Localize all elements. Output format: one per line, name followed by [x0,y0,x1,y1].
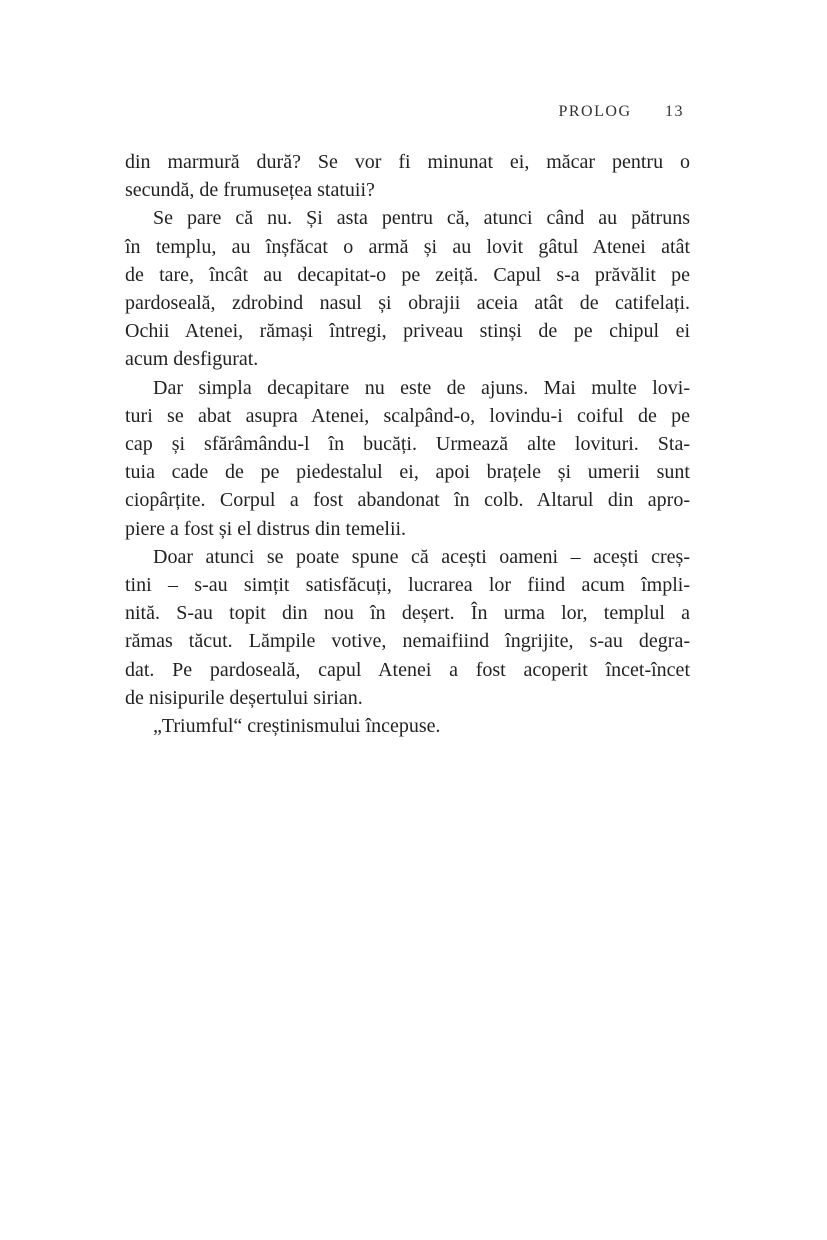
text-line: pardoseală, zdrobind nasul și obrajii aceia atât de catifelați. [125,292,690,315]
text-line: Se pare că nu. Și asta pentru că, atunci când au pătruns [153,207,690,230]
text-line: Doar atunci se poate spune că acești oameni – acești creș- [153,545,690,568]
text-line: ciopârțite. Corpul a fost abandonat în colb. Altarul din apro- [125,489,690,512]
section-title: PROLOG [558,103,632,120]
text-line: nită. S-au topit din nou în deșert. În urma lor, templul a [125,602,690,625]
text-line: de tare, încât au decapitat-o pe zeiță. Capul s-a prăvălit pe [125,263,690,286]
text-line: tini – s-au simțit satisfăcuți, lucrarea lor fiind acum împli- [125,574,690,597]
text-line: tuia cade de pe piedestalul ei, apoi brațele și umerii sunt [125,461,690,484]
text-line: Dar simpla decapitare nu este de ajuns. Mai multe lovi- [153,376,690,399]
paragraph-4 [125,543,690,712]
text-line: dat. Pe pardoseală, capul Atenei a fost acoperit încet-încet [125,658,690,681]
text-line: de nisipurile deșertului sirian. [125,686,363,709]
paragraph-5 [125,712,690,740]
text-line: din marmură dură? Se vor fi minunat ei, măcar pentru o [125,151,690,173]
paragraph-3 [125,374,690,543]
running-head [558,103,684,121]
text-line: acum desfigurat. [125,348,259,371]
page-number: 13 [665,103,684,120]
text-line: cap și sfărâmându-l în bucăți. Urmează alte lovituri. Sta- [125,433,690,456]
text-line: secundă, de frumusețea statuii? [125,179,375,202]
paragraph-2 [125,204,690,373]
body-text [125,148,690,740]
paragraph-1 [125,148,690,204]
text-line: „Triumful“ creștinismului începuse. [153,715,441,738]
text-line: turi se abat asupra Atenei, scalpând-o, lovindu-i coiful de pe [125,404,690,427]
text-line: piere a fost și el distrus din temelii. [125,517,407,540]
text-line: rămas tăcut. Lămpile votive, nemaifiind îngrijite, s-au degra- [125,630,690,653]
text-line: în templu, au înșfăcat o armă și au lovit gâtul Atenei atât [125,235,690,258]
text-line: Ochii Atenei, rămași întregi, priveau stinși de pe chipul ei [125,320,690,343]
